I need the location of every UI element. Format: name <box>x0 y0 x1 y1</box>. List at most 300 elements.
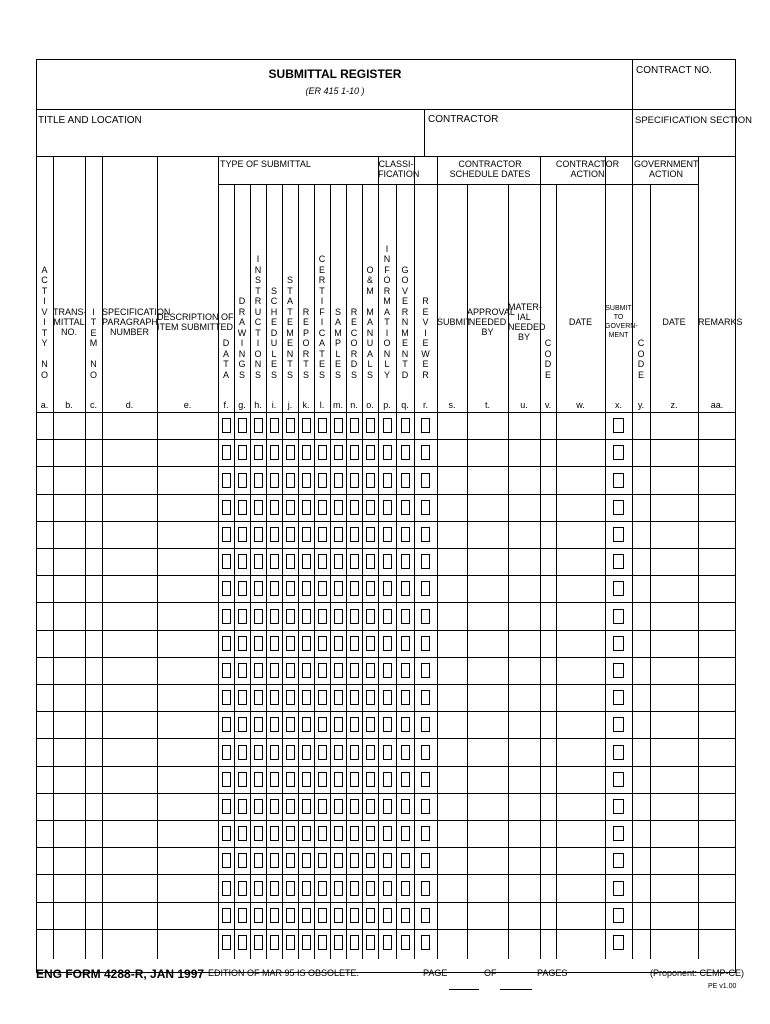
cell-v[interactable] <box>541 767 555 792</box>
checkbox-i[interactable] <box>270 799 279 814</box>
checkbox-i[interactable] <box>270 663 279 678</box>
cell-w[interactable] <box>557 658 604 683</box>
cell-c[interactable] <box>86 712 101 737</box>
checkbox-r[interactable] <box>421 581 430 596</box>
cell-w[interactable] <box>557 603 604 628</box>
cell-s[interactable] <box>438 576 466 601</box>
checkbox-i[interactable] <box>270 527 279 542</box>
cell-v[interactable] <box>541 413 555 438</box>
checkbox-o[interactable] <box>366 609 375 624</box>
checkbox-i[interactable] <box>270 581 279 596</box>
checkbox-h[interactable] <box>254 527 263 542</box>
cell-w[interactable] <box>557 875 604 900</box>
cell-t[interactable] <box>468 658 507 683</box>
cell-z[interactable] <box>651 413 697 438</box>
cell-v[interactable] <box>541 875 555 900</box>
checkbox-x[interactable] <box>613 500 624 515</box>
cell-c[interactable] <box>86 875 101 900</box>
checkbox-n[interactable] <box>350 908 359 923</box>
cell-v[interactable] <box>541 903 555 928</box>
cell-c[interactable] <box>86 549 101 574</box>
checkbox-f[interactable] <box>222 636 231 651</box>
checkbox-m[interactable] <box>334 908 343 923</box>
checkbox-r[interactable] <box>421 636 430 651</box>
cell-aa[interactable] <box>699 767 735 792</box>
cell-aa[interactable] <box>699 875 735 900</box>
cell-c[interactable] <box>86 576 101 601</box>
checkbox-m[interactable] <box>334 581 343 596</box>
checkbox-f[interactable] <box>222 581 231 596</box>
checkbox-x[interactable] <box>613 581 624 596</box>
checkbox-x[interactable] <box>613 690 624 705</box>
checkbox-m[interactable] <box>334 717 343 732</box>
cell-z[interactable] <box>651 467 697 492</box>
checkbox-g[interactable] <box>238 690 247 705</box>
checkbox-r[interactable] <box>421 745 430 760</box>
checkbox-o[interactable] <box>366 881 375 896</box>
checkbox-r[interactable] <box>421 772 430 787</box>
cell-d[interactable] <box>103 685 156 710</box>
cell-b[interactable] <box>54 794 84 819</box>
cell-v[interactable] <box>541 821 555 846</box>
checkbox-f[interactable] <box>222 799 231 814</box>
checkbox-q[interactable] <box>401 853 410 868</box>
checkbox-o[interactable] <box>366 717 375 732</box>
cell-v[interactable] <box>541 848 555 873</box>
checkbox-g[interactable] <box>238 663 247 678</box>
cell-z[interactable] <box>651 794 697 819</box>
checkbox-j[interactable] <box>286 826 295 841</box>
checkbox-i[interactable] <box>270 500 279 515</box>
cell-b[interactable] <box>54 739 84 764</box>
cell-t[interactable] <box>468 549 507 574</box>
checkbox-p[interactable] <box>383 554 392 569</box>
cell-y[interactable] <box>633 848 649 873</box>
checkbox-x[interactable] <box>613 636 624 651</box>
checkbox-j[interactable] <box>286 554 295 569</box>
cell-z[interactable] <box>651 930 697 955</box>
cell-b[interactable] <box>54 413 84 438</box>
cell-w[interactable] <box>557 821 604 846</box>
checkbox-p[interactable] <box>383 826 392 841</box>
cell-z[interactable] <box>651 875 697 900</box>
checkbox-r[interactable] <box>421 690 430 705</box>
checkbox-x[interactable] <box>613 527 624 542</box>
cell-w[interactable] <box>557 685 604 710</box>
checkbox-g[interactable] <box>238 445 247 460</box>
cell-aa[interactable] <box>699 576 735 601</box>
contractor-field[interactable] <box>425 128 631 155</box>
cell-s[interactable] <box>438 767 466 792</box>
cell-s[interactable] <box>438 712 466 737</box>
checkbox-k[interactable] <box>302 500 311 515</box>
checkbox-r[interactable] <box>421 881 430 896</box>
cell-d[interactable] <box>103 440 156 465</box>
cell-u[interactable] <box>509 522 539 547</box>
cell-aa[interactable] <box>699 712 735 737</box>
checkbox-x[interactable] <box>613 609 624 624</box>
checkbox-p[interactable] <box>383 935 392 950</box>
cell-a[interactable] <box>37 685 52 710</box>
page-number-line[interactable] <box>449 989 479 990</box>
cell-u[interactable] <box>509 821 539 846</box>
cell-u[interactable] <box>509 930 539 955</box>
cell-z[interactable] <box>651 576 697 601</box>
cell-e[interactable] <box>158 930 217 955</box>
cell-d[interactable] <box>103 903 156 928</box>
cell-s[interactable] <box>438 631 466 656</box>
cell-v[interactable] <box>541 549 555 574</box>
cell-b[interactable] <box>54 821 84 846</box>
checkbox-l[interactable] <box>318 500 327 515</box>
cell-w[interactable] <box>557 495 604 520</box>
cell-aa[interactable] <box>699 794 735 819</box>
checkbox-k[interactable] <box>302 445 311 460</box>
cell-w[interactable] <box>557 930 604 955</box>
checkbox-g[interactable] <box>238 853 247 868</box>
cell-y[interactable] <box>633 903 649 928</box>
cell-e[interactable] <box>158 848 217 873</box>
checkbox-f[interactable] <box>222 881 231 896</box>
checkbox-i[interactable] <box>270 745 279 760</box>
cell-t[interactable] <box>468 712 507 737</box>
cell-y[interactable] <box>633 930 649 955</box>
cell-t[interactable] <box>468 413 507 438</box>
checkbox-m[interactable] <box>334 418 343 433</box>
checkbox-l[interactable] <box>318 609 327 624</box>
cell-c[interactable] <box>86 413 101 438</box>
cell-t[interactable] <box>468 821 507 846</box>
cell-c[interactable] <box>86 794 101 819</box>
cell-c[interactable] <box>86 739 101 764</box>
cell-w[interactable] <box>557 576 604 601</box>
cell-b[interactable] <box>54 603 84 628</box>
cell-z[interactable] <box>651 848 697 873</box>
checkbox-j[interactable] <box>286 581 295 596</box>
checkbox-j[interactable] <box>286 799 295 814</box>
cell-b[interactable] <box>54 767 84 792</box>
cell-w[interactable] <box>557 549 604 574</box>
cell-t[interactable] <box>468 603 507 628</box>
checkbox-f[interactable] <box>222 853 231 868</box>
checkbox-x[interactable] <box>613 826 624 841</box>
cell-v[interactable] <box>541 685 555 710</box>
checkbox-p[interactable] <box>383 500 392 515</box>
cell-t[interactable] <box>468 848 507 873</box>
cell-t[interactable] <box>468 794 507 819</box>
checkbox-m[interactable] <box>334 663 343 678</box>
checkbox-x[interactable] <box>613 881 624 896</box>
checkbox-r[interactable] <box>421 663 430 678</box>
checkbox-m[interactable] <box>334 935 343 950</box>
checkbox-p[interactable] <box>383 527 392 542</box>
checkbox-k[interactable] <box>302 473 311 488</box>
checkbox-l[interactable] <box>318 799 327 814</box>
checkbox-f[interactable] <box>222 527 231 542</box>
title-location-field[interactable] <box>37 128 423 155</box>
checkbox-m[interactable] <box>334 772 343 787</box>
cell-y[interactable] <box>633 522 649 547</box>
checkbox-h[interactable] <box>254 554 263 569</box>
cell-y[interactable] <box>633 875 649 900</box>
checkbox-g[interactable] <box>238 636 247 651</box>
checkbox-o[interactable] <box>366 690 375 705</box>
checkbox-r[interactable] <box>421 799 430 814</box>
cell-z[interactable] <box>651 549 697 574</box>
cell-b[interactable] <box>54 712 84 737</box>
cell-c[interactable] <box>86 658 101 683</box>
cell-e[interactable] <box>158 767 217 792</box>
checkbox-g[interactable] <box>238 609 247 624</box>
checkbox-k[interactable] <box>302 826 311 841</box>
checkbox-r[interactable] <box>421 418 430 433</box>
cell-v[interactable] <box>541 739 555 764</box>
checkbox-g[interactable] <box>238 500 247 515</box>
cell-z[interactable] <box>651 631 697 656</box>
cell-y[interactable] <box>633 685 649 710</box>
checkbox-m[interactable] <box>334 826 343 841</box>
checkbox-f[interactable] <box>222 745 231 760</box>
cell-a[interactable] <box>37 549 52 574</box>
checkbox-f[interactable] <box>222 663 231 678</box>
contract-no-field[interactable] <box>633 79 735 108</box>
checkbox-g[interactable] <box>238 717 247 732</box>
checkbox-h[interactable] <box>254 636 263 651</box>
cell-z[interactable] <box>651 495 697 520</box>
checkbox-n[interactable] <box>350 881 359 896</box>
cell-c[interactable] <box>86 440 101 465</box>
cell-aa[interactable] <box>699 631 735 656</box>
checkbox-q[interactable] <box>401 581 410 596</box>
cell-e[interactable] <box>158 875 217 900</box>
checkbox-k[interactable] <box>302 418 311 433</box>
cell-aa[interactable] <box>699 549 735 574</box>
checkbox-f[interactable] <box>222 935 231 950</box>
cell-a[interactable] <box>37 739 52 764</box>
checkbox-g[interactable] <box>238 418 247 433</box>
checkbox-h[interactable] <box>254 609 263 624</box>
cell-d[interactable] <box>103 821 156 846</box>
cell-a[interactable] <box>37 848 52 873</box>
cell-aa[interactable] <box>699 495 735 520</box>
checkbox-p[interactable] <box>383 772 392 787</box>
checkbox-q[interactable] <box>401 772 410 787</box>
cell-d[interactable] <box>103 767 156 792</box>
checkbox-q[interactable] <box>401 473 410 488</box>
checkbox-k[interactable] <box>302 663 311 678</box>
cell-c[interactable] <box>86 467 101 492</box>
checkbox-n[interactable] <box>350 609 359 624</box>
cell-y[interactable] <box>633 767 649 792</box>
cell-z[interactable] <box>651 821 697 846</box>
cell-c[interactable] <box>86 522 101 547</box>
checkbox-n[interactable] <box>350 745 359 760</box>
checkbox-o[interactable] <box>366 527 375 542</box>
checkbox-n[interactable] <box>350 445 359 460</box>
cell-v[interactable] <box>541 930 555 955</box>
checkbox-x[interactable] <box>613 554 624 569</box>
checkbox-o[interactable] <box>366 853 375 868</box>
checkbox-i[interactable] <box>270 853 279 868</box>
checkbox-h[interactable] <box>254 473 263 488</box>
checkbox-o[interactable] <box>366 445 375 460</box>
cell-e[interactable] <box>158 658 217 683</box>
cell-y[interactable] <box>633 821 649 846</box>
cell-u[interactable] <box>509 794 539 819</box>
checkbox-m[interactable] <box>334 881 343 896</box>
cell-aa[interactable] <box>699 848 735 873</box>
checkbox-h[interactable] <box>254 418 263 433</box>
checkbox-n[interactable] <box>350 772 359 787</box>
checkbox-k[interactable] <box>302 772 311 787</box>
checkbox-l[interactable] <box>318 636 327 651</box>
cell-u[interactable] <box>509 712 539 737</box>
checkbox-l[interactable] <box>318 853 327 868</box>
checkbox-h[interactable] <box>254 690 263 705</box>
cell-v[interactable] <box>541 631 555 656</box>
checkbox-h[interactable] <box>254 745 263 760</box>
cell-d[interactable] <box>103 522 156 547</box>
spec-section-field[interactable] <box>633 128 735 155</box>
checkbox-q[interactable] <box>401 500 410 515</box>
checkbox-q[interactable] <box>401 663 410 678</box>
checkbox-m[interactable] <box>334 527 343 542</box>
checkbox-l[interactable] <box>318 745 327 760</box>
cell-w[interactable] <box>557 903 604 928</box>
checkbox-m[interactable] <box>334 554 343 569</box>
checkbox-x[interactable] <box>613 772 624 787</box>
checkbox-k[interactable] <box>302 853 311 868</box>
cell-aa[interactable] <box>699 603 735 628</box>
checkbox-r[interactable] <box>421 554 430 569</box>
checkbox-f[interactable] <box>222 418 231 433</box>
checkbox-i[interactable] <box>270 445 279 460</box>
cell-u[interactable] <box>509 549 539 574</box>
checkbox-k[interactable] <box>302 554 311 569</box>
checkbox-n[interactable] <box>350 826 359 841</box>
cell-v[interactable] <box>541 794 555 819</box>
checkbox-p[interactable] <box>383 908 392 923</box>
checkbox-m[interactable] <box>334 745 343 760</box>
checkbox-m[interactable] <box>334 445 343 460</box>
cell-d[interactable] <box>103 794 156 819</box>
checkbox-l[interactable] <box>318 527 327 542</box>
checkbox-p[interactable] <box>383 581 392 596</box>
cell-t[interactable] <box>468 440 507 465</box>
cell-u[interactable] <box>509 440 539 465</box>
cell-a[interactable] <box>37 522 52 547</box>
checkbox-h[interactable] <box>254 799 263 814</box>
cell-t[interactable] <box>468 576 507 601</box>
cell-aa[interactable] <box>699 685 735 710</box>
cell-w[interactable] <box>557 848 604 873</box>
cell-e[interactable] <box>158 467 217 492</box>
checkbox-m[interactable] <box>334 690 343 705</box>
cell-t[interactable] <box>468 631 507 656</box>
checkbox-p[interactable] <box>383 853 392 868</box>
cell-e[interactable] <box>158 549 217 574</box>
cell-t[interactable] <box>468 767 507 792</box>
checkbox-q[interactable] <box>401 445 410 460</box>
cell-b[interactable] <box>54 467 84 492</box>
checkbox-x[interactable] <box>613 799 624 814</box>
checkbox-j[interactable] <box>286 717 295 732</box>
cell-u[interactable] <box>509 467 539 492</box>
checkbox-h[interactable] <box>254 500 263 515</box>
checkbox-i[interactable] <box>270 826 279 841</box>
cell-e[interactable] <box>158 685 217 710</box>
checkbox-q[interactable] <box>401 690 410 705</box>
checkbox-j[interactable] <box>286 663 295 678</box>
checkbox-i[interactable] <box>270 636 279 651</box>
cell-b[interactable] <box>54 685 84 710</box>
cell-y[interactable] <box>633 440 649 465</box>
cell-a[interactable] <box>37 903 52 928</box>
cell-w[interactable] <box>557 413 604 438</box>
checkbox-o[interactable] <box>366 826 375 841</box>
cell-y[interactable] <box>633 467 649 492</box>
cell-c[interactable] <box>86 603 101 628</box>
cell-t[interactable] <box>468 739 507 764</box>
cell-aa[interactable] <box>699 440 735 465</box>
cell-a[interactable] <box>37 631 52 656</box>
cell-d[interactable] <box>103 739 156 764</box>
cell-y[interactable] <box>633 576 649 601</box>
cell-e[interactable] <box>158 413 217 438</box>
checkbox-i[interactable] <box>270 772 279 787</box>
checkbox-r[interactable] <box>421 500 430 515</box>
cell-u[interactable] <box>509 576 539 601</box>
checkbox-p[interactable] <box>383 690 392 705</box>
checkbox-n[interactable] <box>350 418 359 433</box>
checkbox-n[interactable] <box>350 636 359 651</box>
cell-s[interactable] <box>438 875 466 900</box>
checkbox-r[interactable] <box>421 445 430 460</box>
checkbox-g[interactable] <box>238 772 247 787</box>
cell-b[interactable] <box>54 631 84 656</box>
checkbox-r[interactable] <box>421 717 430 732</box>
cell-u[interactable] <box>509 848 539 873</box>
checkbox-g[interactable] <box>238 554 247 569</box>
checkbox-l[interactable] <box>318 473 327 488</box>
checkbox-i[interactable] <box>270 473 279 488</box>
cell-y[interactable] <box>633 631 649 656</box>
checkbox-i[interactable] <box>270 418 279 433</box>
checkbox-p[interactable] <box>383 445 392 460</box>
cell-t[interactable] <box>468 467 507 492</box>
cell-d[interactable] <box>103 576 156 601</box>
checkbox-h[interactable] <box>254 935 263 950</box>
checkbox-x[interactable] <box>613 445 624 460</box>
cell-d[interactable] <box>103 848 156 873</box>
cell-v[interactable] <box>541 495 555 520</box>
cell-aa[interactable] <box>699 413 735 438</box>
cell-z[interactable] <box>651 685 697 710</box>
checkbox-k[interactable] <box>302 717 311 732</box>
cell-a[interactable] <box>37 821 52 846</box>
cell-u[interactable] <box>509 631 539 656</box>
cell-w[interactable] <box>557 440 604 465</box>
cell-b[interactable] <box>54 658 84 683</box>
checkbox-p[interactable] <box>383 473 392 488</box>
cell-y[interactable] <box>633 658 649 683</box>
checkbox-j[interactable] <box>286 527 295 542</box>
checkbox-j[interactable] <box>286 473 295 488</box>
checkbox-f[interactable] <box>222 500 231 515</box>
cell-v[interactable] <box>541 712 555 737</box>
checkbox-p[interactable] <box>383 745 392 760</box>
cell-a[interactable] <box>37 930 52 955</box>
